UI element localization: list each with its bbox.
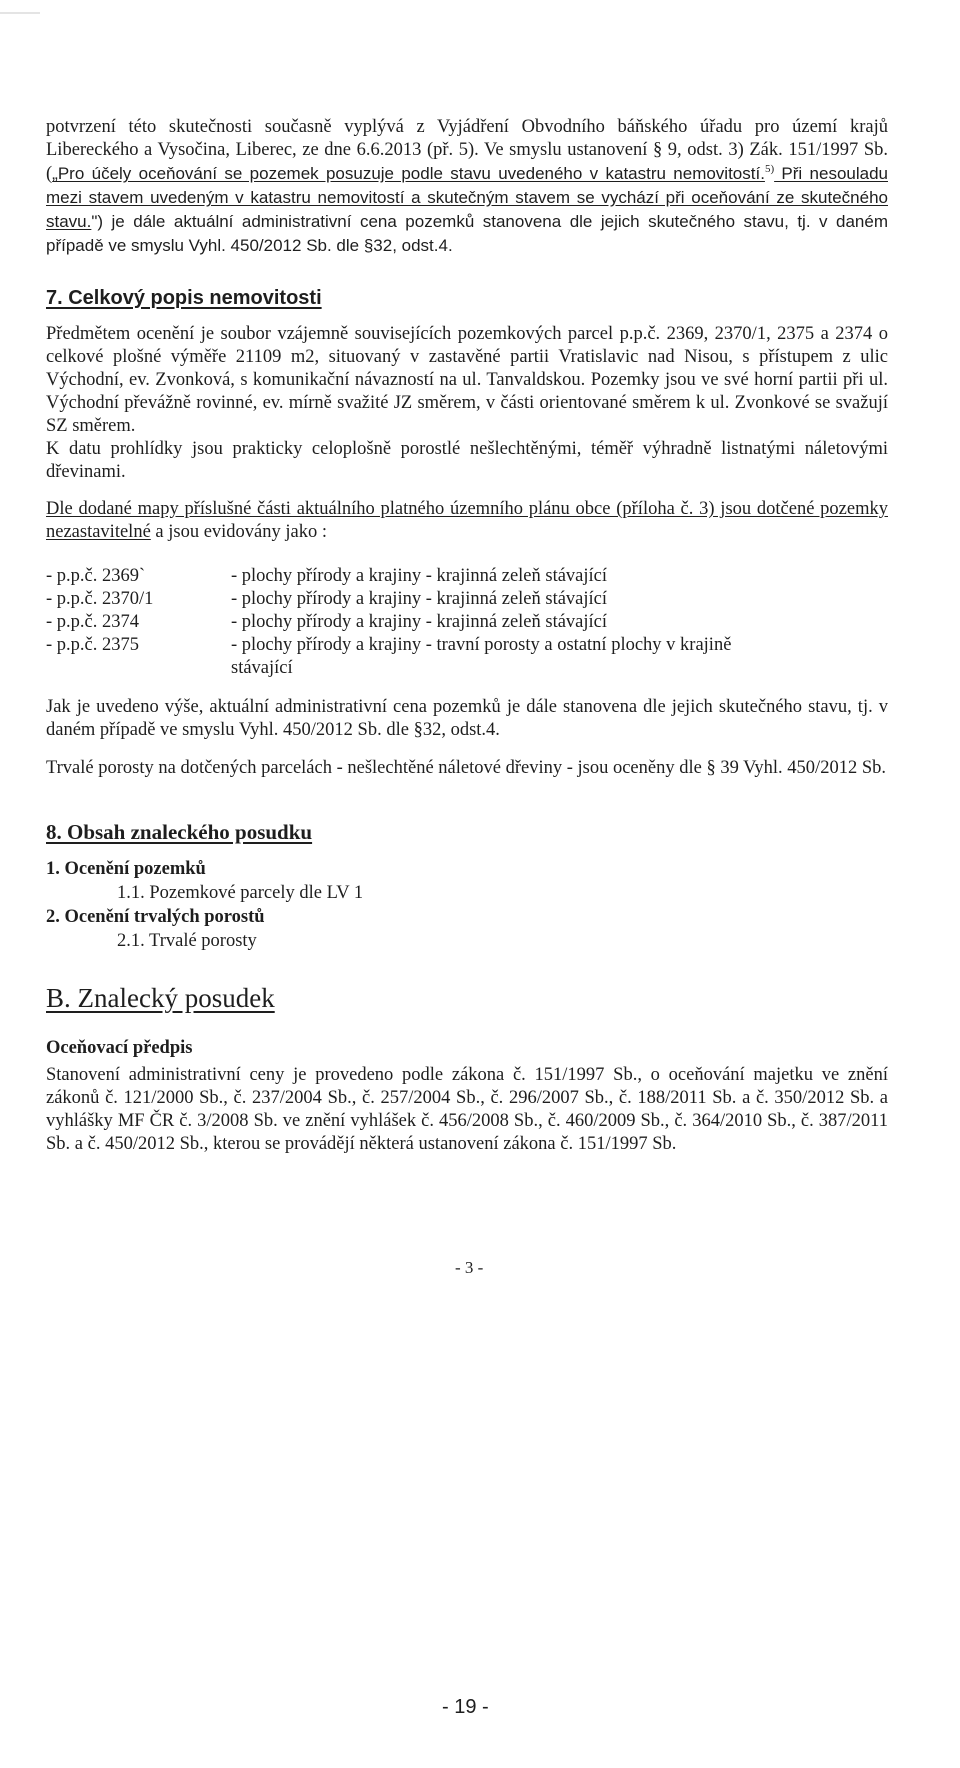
contents-list — [46, 857, 363, 953]
section-b-title: B. Znalecký posudek — [46, 983, 275, 1013]
intro-text-cont: ") je dále aktuální administrativní cena pozemků stanovena dle jejich skutečného stavu, tj. v daném případě ve smyslu Vyhl. 450/2012 Sb. dle §32, odst.4. — [46, 212, 888, 255]
intro-paragraph — [46, 116, 888, 258]
quoted-law-text: „Pro účely oceňování se pozemek posuzuje podle stavu uvedeného v katastru nemovitostí. — [52, 164, 765, 183]
contents-item: 2. Ocenění trvalých porostů — [46, 907, 265, 927]
section-7-paragraph: Předmětem ocenění je soubor vzájemně souvisejících pozemkových parcel p.p.č. 2369, 2370/1, 2375 a 2374 o celkové plošné výměře 21109 m2, situovaný v zastavěné partii Vratislavic nad Nisou, s přístupem z ulic Východní, ev. Zvonková, s komunikační návazností na ul. Tanvaldskou. Pozemky jsou ve své horní partii při ul. Východní převážně rovinné, ev. mírně svažité JZ směrem, v části orientované směrem k ul. Zvonkové se svažují SZ směrem. — [46, 324, 888, 436]
land-use-description: - plochy přírody a krajiny - krajinná zeleň stávající — [231, 589, 608, 609]
footnote-ref: 5) — [764, 162, 775, 175]
parcel-number: - p.p.č. 2374 — [46, 612, 139, 632]
section-b-paragraph: Stanovení administrativní ceny je provedeno podle zákona č. 151/1997 Sb., o oceňování majetku ve znění zákonů č. 121/2000 Sb., č. 237/2004 Sb., č. 257/2004 Sb., č. 296/2007 Sb., č. 188/2011 Sb. a č. 350/2012 Sb. a vyhlášky MF ČR č. 3/2008 Sb. ve znění vyhlášek č. 456/2008 Sb., č. 460/2009 Sb., č. 364/2010 Sb., č. 387/2011 Sb. a č. 450/2012 Sb., kterou se provádějí některá ustanovení zákona č. 151/1997 Sb. — [46, 1065, 888, 1154]
growth-note: Trvalé porosty na dotčených parcelách - nešlechtěné náletové dřeviny - jsou oceněny dle § 39 Vyhl. 450/2012 Sb. — [46, 758, 886, 778]
section-8-title: 8. Obsah znaleckého posudku — [46, 820, 313, 844]
section-7-paragraph-2: K datu prohlídky jsou prakticky celoplošně porostlé nešlechtěnými, téměř výhradně listnatými náletovými dřevinami. — [46, 439, 888, 482]
page-number-inner: - 3 - — [455, 1258, 484, 1277]
parcel-number: - p.p.č. 2375 — [46, 635, 139, 655]
contents-subitem: 2.1. Trvalé porosty — [117, 931, 257, 951]
parcel-number: - p.p.č. 2369` — [46, 566, 146, 586]
zoning-underlined: Dle dodané mapy příslušné části aktuálního platného územního plánu obce (příloha č. 3) jsou dotčené pozemky nezastavitelné — [46, 499, 888, 542]
land-use-description: - plochy přírody a krajiny - travní porosty a ostatní plochy v krajině stávající — [231, 635, 732, 678]
page-number-outer: - 19 - — [442, 1696, 489, 1718]
contents-subitem: 1.1. Pozemkové parcely dle LV 1 — [117, 883, 364, 903]
contents-item: 1. Ocenění pozemků — [46, 859, 206, 879]
intro-text: potvrzení této skutečnosti současně vyplývá z Vyjádření Obvodního báňského úřadu pro území krajů Libereckého a Vysočina, Liberec, ze dne 6.6.2013 (př. 5). Ve smyslu ustanovení § 9, odst. 3) Zák. 151/1997 Sb. ( — [46, 117, 888, 184]
zoning-paragraph — [46, 498, 888, 544]
zoning-rest: a jsou evidovány jako : — [150, 522, 328, 542]
parcel-number: - p.p.č. 2370/1 — [46, 589, 154, 609]
land-use-description: - plochy přírody a krajiny - krajinná zeleň stávající — [231, 612, 608, 632]
section-b-subtitle: Oceňovací předpis — [46, 1038, 193, 1058]
price-note: Jak je uvedeno výše, aktuální administrativní cena pozemků je dále stanovena dle jejich skutečného stavu, tj. v daném případě ve smyslu Vyhl. 450/2012 Sb. dle §32, odst.4. — [46, 697, 888, 740]
quoted-law-text-cont: Při nesouladu mezi stavem uvedeným v katastru nemovitostí a skutečným stavem se vychází při oceňování ze skutečného stavu. — [46, 164, 888, 231]
section-7-title: 7. Celkový popis nemovitosti — [46, 287, 322, 309]
land-use-description: - plochy přírody a krajiny - krajinná zeleň stávající — [231, 566, 608, 586]
